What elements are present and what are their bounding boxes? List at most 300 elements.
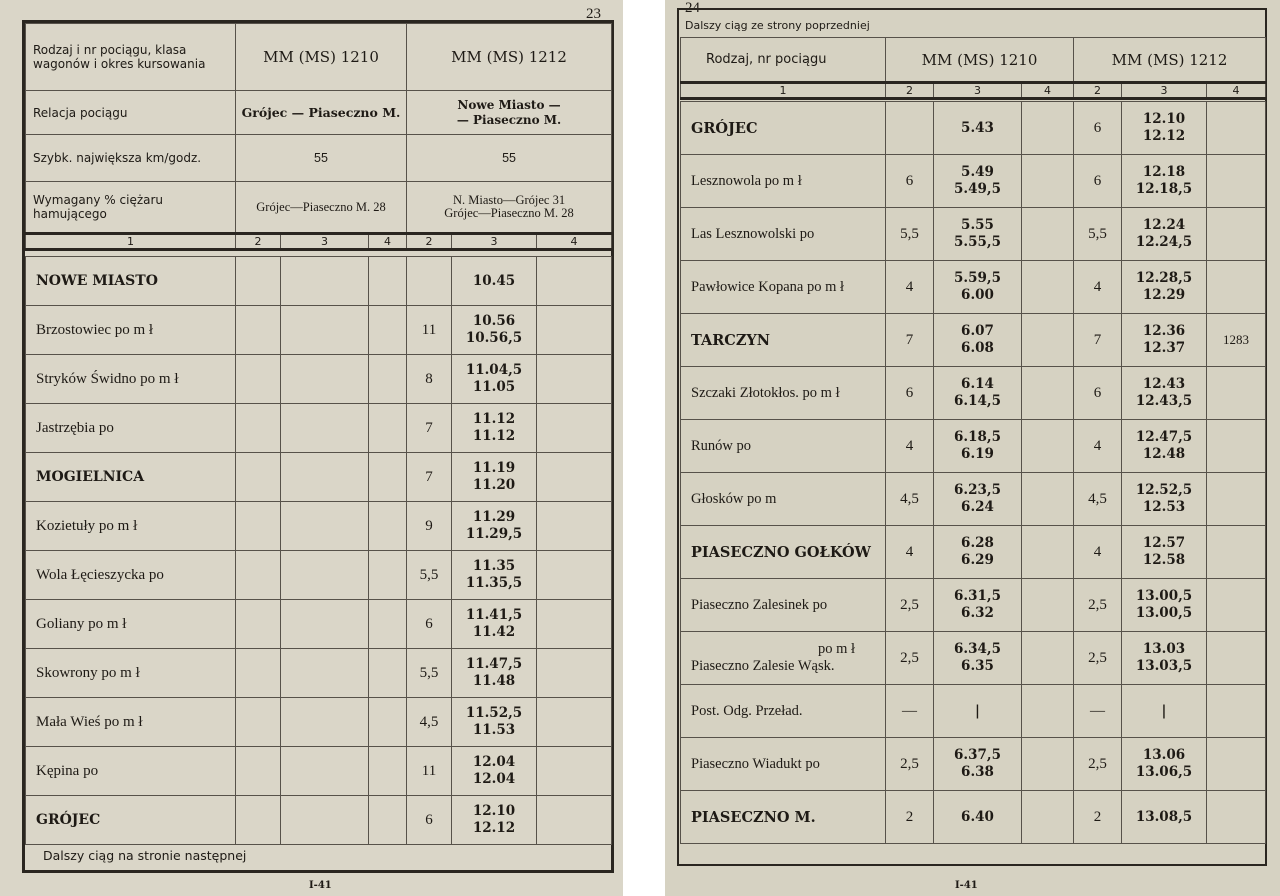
train-a-km: 7 [886,314,934,367]
train-a-col4-cell [1022,738,1074,791]
train-a-col4-cell [1022,632,1074,685]
timetable-row [681,526,1266,579]
arrival-time: 11.41,5 [465,607,523,623]
train-a-col4-cell [369,796,407,845]
arrival-time: 6.31,5 [954,588,1001,604]
column-number: 2 [236,234,281,250]
departure-time: 12.37 [1142,340,1186,356]
departure-time: 12.48 [1142,446,1186,462]
page-number-left: 23 [586,6,601,22]
station-name: TARCZYN [681,314,886,367]
departure-time: 12.12 [1142,128,1186,144]
brake-weight-label: Wymagany % ciężaru hamującego [26,182,236,234]
train-a-km-cell [236,600,281,649]
train-a-time-cell [281,453,369,502]
departure-time: 5.43 [961,119,994,136]
train-a-km-cell [236,796,281,845]
column-number: 2 [407,234,452,250]
train-b-col4 [1207,526,1266,579]
train-b-col4 [1207,685,1266,738]
departure-time: 6.38 [961,764,994,780]
train-b-col4-cell [537,698,612,747]
train-b-km: 4,5 [1074,473,1122,526]
train-b-times [1122,526,1207,579]
timetable-row [681,261,1266,314]
train-a-km-cell [236,355,281,404]
station-name: Pawłowice Kopana po m ł [681,261,886,314]
arrival-time: 6.23,5 [954,482,1001,498]
train-b-col4 [1207,738,1266,791]
train-b-col4 [1207,420,1266,473]
train-b-col4 [1207,632,1266,685]
station-name: PIASECZNO M. [681,791,886,844]
train-b-times [1122,314,1207,367]
departure-time: 5.49,5 [954,181,1001,197]
train-b-times [452,453,537,502]
train-a-km: — [886,685,934,738]
timetable-row [681,579,1266,632]
train-b-times [1122,791,1207,844]
timetable-row [681,102,1266,155]
timetable-row [26,306,612,355]
departure-time: | [975,702,980,719]
arrival-time: 11.47,5 [465,656,523,672]
train-a-col4-cell [1022,102,1074,155]
train-a-time-cell [281,600,369,649]
train-b-times [452,551,537,600]
train-b-times [1122,632,1207,685]
train-a-col4-cell [369,306,407,355]
train-b-km: 11 [407,747,452,796]
train-b-times [452,796,537,845]
train-b-times [452,502,537,551]
train-a-km-cell [236,747,281,796]
train-b-km: 5,5 [407,649,452,698]
timetable-row [681,314,1266,367]
train-b-col4-cell [537,600,612,649]
timetable-row [26,649,612,698]
max-speed-label: Szybk. największa km/godz. [26,135,236,182]
departure-time: 6.24 [961,499,994,515]
train-a-time-cell [281,649,369,698]
arrival-time: 6.37,5 [954,747,1001,763]
departure-time: 11.35,5 [465,575,523,591]
train-a-km: 4 [886,526,934,579]
departure-time: 12.58 [1142,552,1186,568]
column-number: 3 [452,234,537,250]
station-name: NOWE MIASTO [26,257,236,306]
train-b-col4-cell [537,502,612,551]
train-a-time-cell [281,551,369,600]
column-number-row [26,234,612,250]
departure-time: 12.24,5 [1135,234,1193,250]
relation-a: Grójec — Piaseczno M. [236,91,407,135]
max-speed-b: 55 [407,135,612,182]
timetable-row [26,502,612,551]
relation-b [407,91,612,135]
train-b-km: 11 [407,306,452,355]
departure-time: 6.14,5 [954,393,1001,409]
left-header-table [25,23,612,251]
train-a-col4-cell [1022,526,1074,579]
station-name: Głosków po m [681,473,886,526]
train-a-times [934,367,1022,420]
train-a-times [934,738,1022,791]
timetable-row [26,796,612,845]
departure-time: 10.45 [472,272,516,289]
arrival-time: 12.10 [1142,111,1186,127]
timetable-row [26,747,612,796]
train-a-time-cell [281,257,369,306]
arrival-time: 5.55 [961,217,994,233]
departure-time: | [1161,702,1167,719]
train-a-col4-cell [369,747,407,796]
train-b-col4-cell [537,404,612,453]
departure-time: 11.48 [472,673,516,689]
train-a-km-cell [236,502,281,551]
train-a-times [934,526,1022,579]
station-name: Wola Łęcieszycka po [26,551,236,600]
train-a-col4-cell [369,453,407,502]
train-b-km: 4,5 [407,698,452,747]
station-name: PIASECZNO GOŁKÓW [681,526,886,579]
arrival-time: 12.57 [1142,535,1186,551]
train-a-km: 4 [886,420,934,473]
train-a-col4-cell [1022,261,1074,314]
train-b-col4-cell [537,453,612,502]
departure-time: 12.12 [472,820,516,836]
train-b-times [1122,102,1207,155]
train-a-col4-cell [369,698,407,747]
departure-time: 11.29,5 [465,526,523,542]
column-number: 4 [537,234,612,250]
timetable-row [26,698,612,747]
train-a-km: 2,5 [886,579,934,632]
train-b-km: 4 [1074,420,1122,473]
arrival-time: 6.18,5 [954,429,1001,445]
station-name: Goliany po m ł [26,600,236,649]
station-name: Post. Odg. Przeład. [681,685,886,738]
timetable-row [681,367,1266,420]
timetable-row [26,404,612,453]
departure-time: 13.08,5 [1135,808,1193,825]
train-a-col4-cell [369,355,407,404]
train-a-col4-cell [1022,685,1074,738]
train-a-col4-cell [369,551,407,600]
train-b-times [1122,579,1207,632]
departure-time: 5.55,5 [954,234,1001,250]
arrival-time: 11.29 [472,509,516,525]
arrival-time: 11.12 [472,411,516,427]
right-page [665,0,1280,896]
departure-time: 10.56,5 [465,330,523,346]
train-b-km: 5,5 [407,551,452,600]
train-a-times [934,261,1022,314]
train-b-col4-cell [537,551,612,600]
train-a-times [934,314,1022,367]
train-a-time-cell [281,796,369,845]
train-b-times [1122,208,1207,261]
max-speed-a: 55 [236,135,407,182]
station-name: Runów po [681,420,886,473]
train-a-col4-cell [1022,420,1074,473]
relation-label: Relacja pociągu [26,91,236,135]
train-b-times [452,649,537,698]
station-name: Mała Wieś po m ł [26,698,236,747]
arrival-time: 5.49 [961,164,994,180]
column-number: 1 [681,83,886,99]
train-b-times [452,404,537,453]
train-a-km-cell [236,257,281,306]
departure-time: 13.03,5 [1135,658,1193,674]
departure-time: 12.43,5 [1135,393,1193,409]
timetable-row [681,208,1266,261]
train-a-col4-cell [1022,473,1074,526]
arrival-time: 12.28,5 [1135,270,1193,286]
timetable-row [681,685,1266,738]
train-b-km: 4 [1074,261,1122,314]
train-a-km-cell [236,551,281,600]
train-b-times [1122,367,1207,420]
train-b-km: 8 [407,355,452,404]
train-b-col4 [1207,367,1266,420]
train-a-km: 2 [886,791,934,844]
train-a-km: 6 [886,155,934,208]
arrival-time: 12.36 [1142,323,1186,339]
train-b-col4: 1283 [1207,314,1266,367]
arrival-time: 12.10 [472,803,516,819]
train-a-times [934,208,1022,261]
train-a-name: MM (MS) 1210 [236,24,407,91]
train-b-col4-cell [537,355,612,404]
arrival-time: 13.00,5 [1135,588,1193,604]
arrival-time: 6.34,5 [954,641,1001,657]
train-b-times [1122,420,1207,473]
left-page [0,0,623,896]
train-a-col4-cell [369,600,407,649]
train-b-km [407,257,452,306]
departure-time: 12.29 [1142,287,1186,303]
train-b-times [452,257,537,306]
train-a-col4-cell [1022,208,1074,261]
timetable-row [681,473,1266,526]
train-a-time-cell [281,306,369,355]
column-number: 4 [369,234,407,250]
station-name: Jastrzębia po [26,404,236,453]
arrival-time: 5.59,5 [954,270,1001,286]
station-name: MOGIELNICA [26,453,236,502]
departure-time: 11.42 [472,624,516,640]
arrival-time: 11.52,5 [465,705,523,721]
train-b-km: 2,5 [1074,632,1122,685]
train-a-col4-cell [369,404,407,453]
arrival-time: 6.28 [961,535,994,551]
train-b-km: 6 [1074,155,1122,208]
train-a-times [934,155,1022,208]
train-type-label-right: Rodzaj, nr pociągu [681,38,886,83]
footer-mark-left: I-41 [309,880,332,891]
station-name: Las Lesznowolski po [681,208,886,261]
departure-time: 11.12 [472,428,516,444]
train-b-km: 9 [407,502,452,551]
train-b-km: 6 [1074,367,1122,420]
arrival-time: 12.43 [1142,376,1186,392]
train-a-times [934,685,1022,738]
train-a-time-cell [281,502,369,551]
arrival-time: 12.24 [1142,217,1186,233]
train-b-times [1122,738,1207,791]
arrival-time: 13.03 [1142,641,1186,657]
train-a-time-cell [281,355,369,404]
departure-time: 11.20 [472,477,516,493]
train-b-times [1122,155,1207,208]
train-a-km: 5,5 [886,208,934,261]
departure-time: 13.06,5 [1135,764,1193,780]
train-b-km: 5,5 [1074,208,1122,261]
train-a-times [934,579,1022,632]
train-b-km: 2,5 [1074,579,1122,632]
column-number: 4 [1207,83,1266,99]
train-b-col4 [1207,791,1266,844]
timetable-row [681,420,1266,473]
station-name: GRÓJEC [681,102,886,155]
train-a-time-cell [281,404,369,453]
relation-b-line2: — Piaseczno M. [456,112,562,127]
train-a-col4-cell [1022,791,1074,844]
station-name: Piaseczno Wiadukt po [681,738,886,791]
brake-weight-a: Grójec—Piaseczno M. 28 [236,182,407,234]
train-b-km: 7 [407,453,452,502]
train-a-name-right: MM (MS) 1210 [886,38,1074,83]
train-a-time-cell [281,747,369,796]
column-number: 1 [26,234,236,250]
timetable-row [681,632,1266,685]
station-name: Szczaki Złotokłos. po m ł [681,367,886,420]
station-name: GRÓJEC [26,796,236,845]
arrival-time: 10.56 [472,313,516,329]
train-b-km: 7 [407,404,452,453]
train-b-times [452,306,537,355]
train-a-km: 4 [886,261,934,314]
train-b-times [1122,261,1207,314]
departure-time: 13.00,5 [1135,605,1193,621]
train-a-times [934,420,1022,473]
brake-weight-b [407,182,612,234]
brake-weight-b-line2: Grójec—Piaseczno M. 28 [444,206,574,220]
column-number: 4 [1022,83,1074,99]
train-b-times [452,698,537,747]
train-a-km-cell [236,698,281,747]
departure-time: 6.00 [961,287,994,303]
right-header-table [680,37,1266,100]
arrival-time: 11.19 [472,460,516,476]
arrival-time: 6.07 [961,323,994,339]
station-suffix: po m ł [817,641,855,657]
station-name: Brzostowiec po m ł [26,306,236,355]
departure-time: 12.53 [1142,499,1186,515]
train-b-times [452,600,537,649]
train-b-km: 6 [1074,102,1122,155]
train-b-km: 2,5 [1074,738,1122,791]
relation-b-line1: Nowe Miasto — [457,97,561,112]
train-b-km: 2 [1074,791,1122,844]
train-b-km: — [1074,685,1122,738]
timetable-row [26,551,612,600]
train-a-km: 4,5 [886,473,934,526]
station-name: Kozietuły po m ł [26,502,236,551]
column-number: 3 [934,83,1022,99]
departure-time: 6.40 [961,808,994,825]
train-a-col4-cell [369,502,407,551]
train-a-times [934,791,1022,844]
train-a-col4-cell [369,257,407,306]
train-b-times [452,355,537,404]
train-b-col4 [1207,473,1266,526]
train-a-col4-cell [1022,314,1074,367]
arrival-time: 12.04 [472,754,516,770]
train-b-col4-cell [537,796,612,845]
column-number: 2 [1074,83,1122,99]
train-b-km: 7 [1074,314,1122,367]
train-a-km: 2,5 [886,738,934,791]
train-a-times [934,102,1022,155]
column-number: 3 [1122,83,1207,99]
departure-time: 11.53 [472,722,516,738]
left-timetable-body [25,256,612,845]
train-a-km [886,102,934,155]
arrival-time: 13.06 [1142,747,1186,763]
station-name: Lesznowola po m ł [681,155,886,208]
right-timetable-body [680,101,1266,844]
arrival-time: 6.14 [961,376,994,392]
train-a-col4-cell [1022,579,1074,632]
train-b-col4-cell [537,649,612,698]
departure-time: 12.18,5 [1135,181,1193,197]
station-name [681,632,886,685]
train-b-times [1122,473,1207,526]
continue-note: Dalszy ciąg na stronie następnej [43,848,247,863]
station-label: Piaseczno Zalesie Wąsk. [691,658,835,674]
departure-time: 12.04 [472,771,516,787]
train-a-col4-cell [369,649,407,698]
train-b-times [1122,685,1207,738]
column-number: 3 [281,234,369,250]
train-b-col4 [1207,102,1266,155]
column-number: 2 [886,83,934,99]
train-b-km: 4 [1074,526,1122,579]
arrival-time: 12.47,5 [1135,429,1193,445]
train-b-times [452,747,537,796]
arrival-time: 11.35 [472,558,516,574]
station-name: Kępina po [26,747,236,796]
departure-time: 6.19 [961,446,994,462]
timetable-row [26,257,612,306]
timetable-row [26,600,612,649]
departure-time: 6.29 [961,552,994,568]
brake-weight-b-line1: N. Miasto—Grójec 31 [452,193,566,207]
station-name: Skowrony po m ł [26,649,236,698]
timetable-row [26,453,612,502]
train-a-km-cell [236,649,281,698]
column-number-row-right [681,83,1266,99]
timetable-row [26,355,612,404]
train-b-col4 [1207,261,1266,314]
train-b-name: MM (MS) 1212 [407,24,612,91]
arrival-time: 12.52,5 [1135,482,1193,498]
departure-time: 6.32 [961,605,994,621]
station-name: Stryków Świdno po m ł [26,355,236,404]
timetable-row [681,155,1266,208]
